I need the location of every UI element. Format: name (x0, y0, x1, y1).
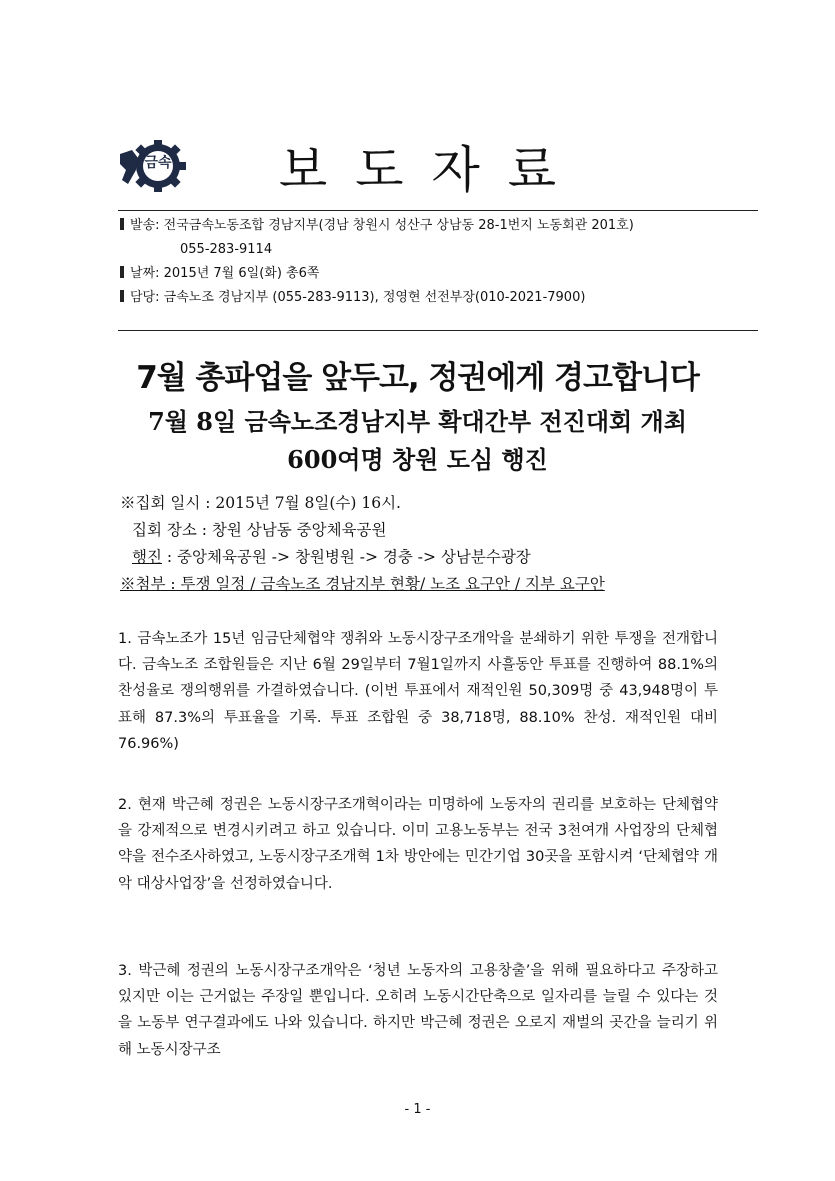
meta-date-row (120, 262, 634, 286)
meta-phone-row (120, 238, 634, 262)
event-time-row (120, 490, 605, 517)
page-number: - 1 - (404, 1102, 431, 1117)
meta-contact-row (120, 286, 634, 310)
event-march-label: 행진 (132, 548, 162, 566)
meta-contact-label: 담당: (130, 290, 160, 305)
divider-top (118, 210, 758, 211)
meta-from-value: 전국금속노동조합 경남지부(경남 창원시 성산구 상남동 28-1번지 노동회관 201호) (163, 218, 634, 233)
event-march-value: : 중앙체육공원 -> 창원병원 -> 경충 -> 상남분수광장 (161, 548, 531, 566)
paragraph-1: 1. 금속노조가 15년 임금단체협약 쟁취와 노동시장구조개악을 분쇄하기 위한 투쟁을 전개합니다. 금속노조 조합원들은 지난 6월 29일부터 7월1일까지 사흘동안 투표를 진행하여 88.1%의 찬성율로 쟁의행위를 가결하였습니다. (이번 투표에서 재적인원 50,309명 중 43,948명이 투표해 87.3%의 투표율을 기록. 투표 조합원 중 38,718명, 88.10% 찬성. 재적인원 대비 76.96%) (118, 631, 718, 752)
document-title: 보도자료 (278, 141, 585, 199)
meta-from-label: 발송: (130, 218, 160, 233)
sub-headline-2: 600여명 창원 도심 행진 (287, 445, 548, 474)
attachments-line: ※첨부 : 투쟁 일정 / 금속노조 경남지부 현황/ 노조 요구안 / 지부 요구안 (120, 575, 605, 593)
meta-contact-value: 금속노조 경남지부 (055-283-9113), 정영현 선전부장(010-2021-7900) (163, 290, 586, 305)
event-time-value: : 2015년 7월 8일(수) 16시. (200, 494, 401, 512)
press-release-meta (120, 214, 634, 310)
bullet-bar (120, 266, 124, 278)
event-place-label: 집회 장소 (132, 521, 197, 539)
event-time-label: ※집회 일시 (120, 494, 201, 512)
paragraph-2: 2. 현재 박근혜 정권은 노동시장구조개혁이라는 미명하에 노동자의 권리를 보호하는 단체협약을 강제적으로 변경시키려고 하고 있습니다. 이미 고용노동부는 전국 3천여개 사업장의 단체협약을 전수조사하였고, 노동시장구조개혁 1차 방안에는 민간기업 30곳을 포함시켜 ‘단체협약 개악 대상사업장’을 선정하였습니다. (118, 797, 718, 892)
main-headline: 7월 총파업을 앞두고, 정권에게 경고합니다 (136, 360, 699, 396)
divider-middle (118, 330, 758, 331)
paragraph-3: 3. 박근혜 정권의 노동시장구조개악은 ‘청년 노동자의 고용창출’을 위해 필요하다고 주장하고 있지만 이는 근거없는 주장일 뿐입니다. 오히려 노동시간단축으로 일자리를 늘릴 수 있다는 것을 노동부 연구결과에도 나와 있습니다. 하지만 박근혜 정권은 오로지 재벌의 곳간을 늘리기 위해 노동시장구조 (118, 963, 718, 1058)
meta-date-label: 날짜: (130, 266, 160, 281)
meta-from-phone: 055-283-9114 (180, 242, 273, 257)
logo-text: 금속 (144, 155, 172, 171)
meta-date-value: 2015년 7월 6일(화) 총6쪽 (163, 266, 320, 281)
event-info (120, 490, 605, 598)
meta-from-row (120, 214, 634, 238)
event-march-row (120, 544, 605, 571)
bullet-bar (120, 218, 124, 230)
event-place-value: : 창원 상남동 중앙체육공원 (196, 521, 387, 539)
event-place-row (120, 517, 605, 544)
sub-headline-1: 7월 8일 금속노조경남지부 확대간부 전진대회 개최 (148, 407, 687, 436)
bullet-bar (120, 290, 124, 302)
